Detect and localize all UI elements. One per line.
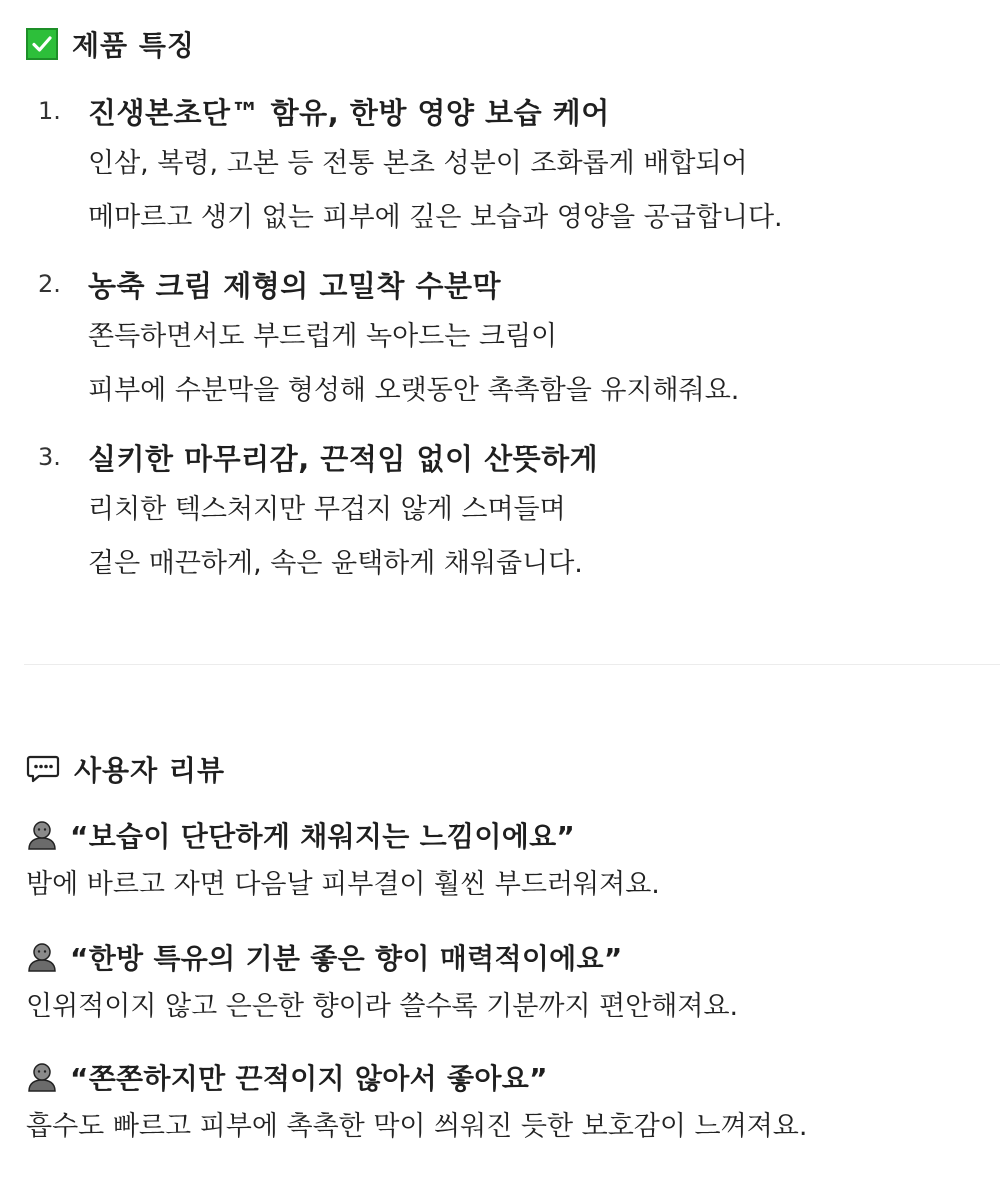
feature-description <box>88 137 978 245</box>
review-item-3 <box>26 1055 986 1151</box>
feature-description-line: 리치한 텍스처지만 무겁지 않게 스며들며 <box>88 494 566 525</box>
feature-title: 실키한 마무리감, 끈적임 없이 산뜻하게 <box>88 441 599 476</box>
reviews-heading: 사용자 리뷰 <box>74 754 225 787</box>
feature-title: 진생본초단™ 함유, 한방 영양 보습 케어 <box>88 95 610 130</box>
feature-item-2 <box>38 262 978 418</box>
section-divider <box>24 664 1000 665</box>
review-item-2 <box>26 935 986 1031</box>
feature-description <box>88 310 978 418</box>
feature-description-line: 피부에 수분막을 형성해 오랫동안 촉촉함을 유지해줘요. <box>88 375 740 406</box>
review-quote: “쫀쫀하지만 끈적이지 않아서 좋아요” <box>70 1062 548 1095</box>
feature-number: 3. <box>38 443 61 471</box>
feature-description <box>88 483 978 591</box>
review-body: 밤에 바르고 자면 다음날 피부결이 훨씬 부드러워져요. <box>26 869 660 900</box>
feature-item-3 <box>38 435 978 591</box>
feature-title: 농축 크림 제형의 고밀착 수분막 <box>88 268 502 303</box>
review-item-1 <box>26 813 986 909</box>
features-heading: 제품 특징 <box>72 29 195 62</box>
feature-item-1 <box>38 89 978 245</box>
feature-number: 1. <box>38 97 61 125</box>
feature-description-line: 겉은 매끈하게, 속은 윤택하게 채워줍니다. <box>88 548 583 579</box>
review-quote: “보습이 단단하게 채워지는 느낌이에요” <box>70 820 576 853</box>
features-header <box>26 22 195 66</box>
feature-description-line: 쫀득하면서도 부드럽게 녹아드는 크림이 <box>88 321 558 352</box>
feature-number: 2. <box>38 270 61 298</box>
review-body: 흡수도 빠르고 피부에 촉촉한 막이 씌워진 듯한 보호감이 느껴져요. <box>26 1111 808 1142</box>
person-icon <box>26 941 58 973</box>
reviews-header <box>26 747 225 791</box>
feature-description-line: 인삼, 복령, 고본 등 전통 본초 성분이 조화롭게 배합되어 <box>88 148 748 179</box>
feature-description-line: 메마르고 생기 없는 피부에 깊은 보습과 영양을 공급합니다. <box>88 202 783 233</box>
review-quote: “한방 특유의 기분 좋은 향이 매력적이에요” <box>70 942 623 975</box>
person-icon <box>26 1061 58 1093</box>
speech-bubble-icon <box>26 754 60 784</box>
person-icon <box>26 819 58 851</box>
check-mark-icon <box>26 28 58 60</box>
review-body: 인위적이지 않고 은은한 향이라 쓸수록 기분까지 편안해져요. <box>26 991 739 1022</box>
